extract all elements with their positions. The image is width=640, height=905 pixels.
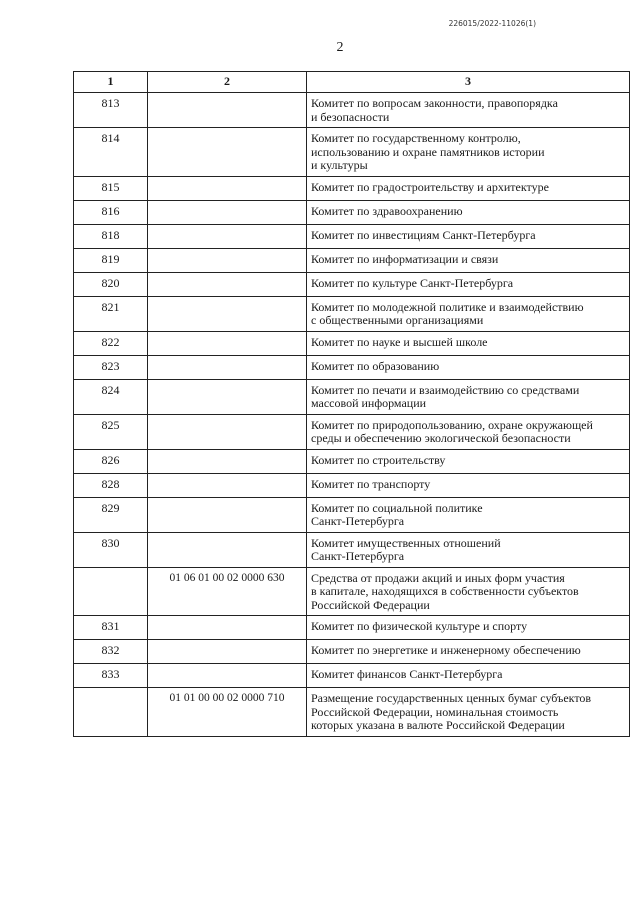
- row-kbk-cell: [148, 497, 307, 532]
- row-kbk-cell: [148, 664, 307, 688]
- row-code-cell: [74, 414, 148, 449]
- row-kbk-cell: [148, 355, 307, 379]
- row-code-cell: [74, 224, 148, 248]
- row-kbk-cell: [148, 449, 307, 473]
- row-name-cell-text: Комитет по молодежной политике и взаимодействию с общественными организациями: [311, 299, 584, 327]
- row-name-cell: [307, 473, 630, 497]
- table-row: [74, 379, 630, 414]
- row-name-cell-text: Комитет по здравоохранению: [311, 203, 463, 218]
- row-name-cell: [307, 248, 630, 272]
- row-code-cell: [74, 93, 148, 128]
- row-code-cell-text: 818: [101, 227, 120, 242]
- row-kbk-cell: [148, 200, 307, 224]
- row-name-cell: [307, 93, 630, 128]
- row-kbk-cell: [148, 272, 307, 296]
- row-name-cell-text: Комитет финансов Санкт-Петербурга: [311, 667, 503, 681]
- row-code-cell: [74, 640, 148, 664]
- row-code-cell-text: 816: [101, 203, 120, 218]
- row-code-cell: [74, 272, 148, 296]
- row-code-cell: [74, 449, 148, 473]
- row-name-cell: [307, 331, 630, 355]
- row-code-cell-text: 829: [101, 500, 120, 515]
- row-name-cell-text: Комитет по транспорту: [311, 476, 431, 491]
- row-code-cell-text: 830: [101, 535, 120, 550]
- row-code-cell-text: 814: [101, 131, 120, 145]
- row-name-cell-text: Комитет по информатизации и связи: [311, 251, 499, 266]
- row-code-cell-text: 820: [101, 275, 120, 290]
- row-code-cell: [74, 128, 148, 177]
- row-name-cell: [307, 176, 630, 200]
- row-kbk-cell: [148, 640, 307, 664]
- table-row: [74, 664, 630, 688]
- row-kbk-cell: [148, 224, 307, 248]
- budget-codes-table: [73, 71, 630, 737]
- row-name-cell: [307, 296, 630, 331]
- table-row: [74, 688, 630, 737]
- row-code-cell: [74, 688, 148, 737]
- table-row: [74, 272, 630, 296]
- row-kbk-cell: [148, 532, 307, 567]
- row-name-cell: [307, 688, 630, 737]
- document-id: 226015/2022-11026(1): [448, 19, 536, 28]
- row-name-cell-text: Комитет по природопользованию, охране окружающей среды и обеспечению экологической безопасности: [311, 417, 593, 445]
- table-row: [74, 176, 630, 200]
- row-kbk-cell: [148, 296, 307, 331]
- row-code-cell-text: 828: [101, 476, 120, 491]
- row-name-cell: [307, 200, 630, 224]
- row-name-cell: [307, 664, 630, 688]
- row-name-cell-text: Размещение государственных ценных бумаг субъектов Российской Федерации, номинальная стоимость которых указана в валюте Российской Федерации: [311, 691, 592, 732]
- row-name-cell: [307, 497, 630, 532]
- row-kbk-cell: [148, 176, 307, 200]
- row-name-cell-text: Средства от продажи акций и иных форм участия в капитале, находящихся в собственности субъектов Российской Федерации: [311, 570, 579, 612]
- row-code-cell-text: 819: [101, 251, 120, 266]
- row-code-cell: [74, 473, 148, 497]
- table-row: [74, 473, 630, 497]
- row-code-cell: [74, 200, 148, 224]
- table-row: [74, 532, 630, 567]
- row-name-cell: [307, 567, 630, 616]
- row-code-cell-text: 822: [101, 334, 120, 349]
- table-row: [74, 296, 630, 331]
- table-row: [74, 414, 630, 449]
- row-code-cell: [74, 379, 148, 414]
- row-name-cell: [307, 616, 630, 640]
- row-kbk-cell: [148, 379, 307, 414]
- table-row: [74, 248, 630, 272]
- table-row: [74, 640, 630, 664]
- row-name-cell-text: Комитет по культуре Санкт-Петербурга: [311, 275, 514, 290]
- row-code-cell-text: 813: [101, 96, 120, 110]
- page-number: 2: [336, 40, 344, 55]
- row-kbk-cell: [148, 567, 307, 616]
- row-name-cell-text: Комитет по инвестициям Санкт-Петербурга: [311, 227, 536, 242]
- row-kbk-cell: [148, 93, 307, 128]
- row-code-cell-text: 823: [101, 358, 120, 373]
- row-name-cell: [307, 414, 630, 449]
- row-code-cell: [74, 664, 148, 688]
- row-code-cell: [74, 248, 148, 272]
- row-name-cell-text: Комитет имущественных отношений Санкт-Петербурга: [311, 535, 501, 563]
- row-kbk-cell: [148, 473, 307, 497]
- row-code-cell: [74, 296, 148, 331]
- row-name-cell: [307, 272, 630, 296]
- header-col-1: 1: [74, 72, 148, 93]
- table-row: [74, 128, 630, 177]
- row-name-cell-text: Комитет по градостроительству и архитектуре: [311, 179, 549, 194]
- row-name-cell: [307, 224, 630, 248]
- row-name-cell-text: Комитет по физической культуре и спорту: [311, 619, 528, 633]
- row-name-cell-text: Комитет по печати и взаимодействию со средствами массовой информации: [311, 382, 580, 410]
- row-name-cell-text: Комитет по образованию: [311, 358, 440, 373]
- row-code-cell: [74, 567, 148, 616]
- row-code-cell-text: 832: [101, 643, 120, 657]
- table-row: [74, 355, 630, 379]
- row-code-cell: [74, 616, 148, 640]
- row-name-cell: [307, 355, 630, 379]
- row-code-cell-text: 826: [101, 452, 120, 467]
- row-name-cell: [307, 532, 630, 567]
- row-name-cell: [307, 640, 630, 664]
- row-name-cell: [307, 128, 630, 177]
- row-kbk-cell: [148, 248, 307, 272]
- row-name-cell-text: Комитет по науке и высшей школе: [311, 334, 488, 349]
- row-code-cell-text: 821: [101, 299, 120, 314]
- row-code-cell-text: 824: [101, 382, 120, 397]
- table-row: [74, 93, 630, 128]
- row-code-cell-text: 831: [101, 619, 120, 633]
- row-kbk-cell: [148, 616, 307, 640]
- row-kbk-cell: [148, 331, 307, 355]
- header-col-2: 2: [148, 72, 307, 93]
- table-row: [74, 224, 630, 248]
- row-code-cell-text: 833: [101, 667, 120, 681]
- row-name-cell: [307, 379, 630, 414]
- row-kbk-cell: [148, 128, 307, 177]
- row-code-cell: [74, 331, 148, 355]
- row-name-cell-text: Комитет по строительству: [311, 452, 446, 467]
- row-code-cell-text: 815: [101, 179, 120, 194]
- table-row: [74, 331, 630, 355]
- table-row: [74, 567, 630, 616]
- row-name-cell-text: Комитет по вопросам законности, правопорядка и безопасности: [311, 96, 558, 124]
- row-code-cell: [74, 176, 148, 200]
- row-name-cell-text: Комитет по государственному контролю, использованию и охране памятников истории и культуры: [311, 131, 545, 172]
- table-row: [74, 616, 630, 640]
- row-name-cell-text: Комитет по энергетике и инженерному обеспечению: [311, 643, 581, 657]
- table-row: [74, 200, 630, 224]
- row-kbk-cell: [148, 414, 307, 449]
- row-code-cell-text: 825: [101, 417, 120, 432]
- table-row: [74, 449, 630, 473]
- row-code-cell: [74, 355, 148, 379]
- row-kbk-cell: [148, 688, 307, 737]
- row-kbk-cell-text: 01 01 00 00 02 0000 710: [169, 692, 285, 704]
- row-name-cell: [307, 449, 630, 473]
- table-body: [74, 93, 630, 737]
- table-header-row: [74, 72, 630, 93]
- row-name-cell-text: Комитет по социальной политике Санкт-Петербурга: [311, 500, 483, 528]
- row-code-cell: [74, 497, 148, 532]
- row-code-cell: [74, 532, 148, 567]
- row-kbk-cell-text: 01 06 01 00 02 0000 630: [169, 571, 285, 584]
- table-row: [74, 497, 630, 532]
- header-col-3: 3: [307, 72, 630, 93]
